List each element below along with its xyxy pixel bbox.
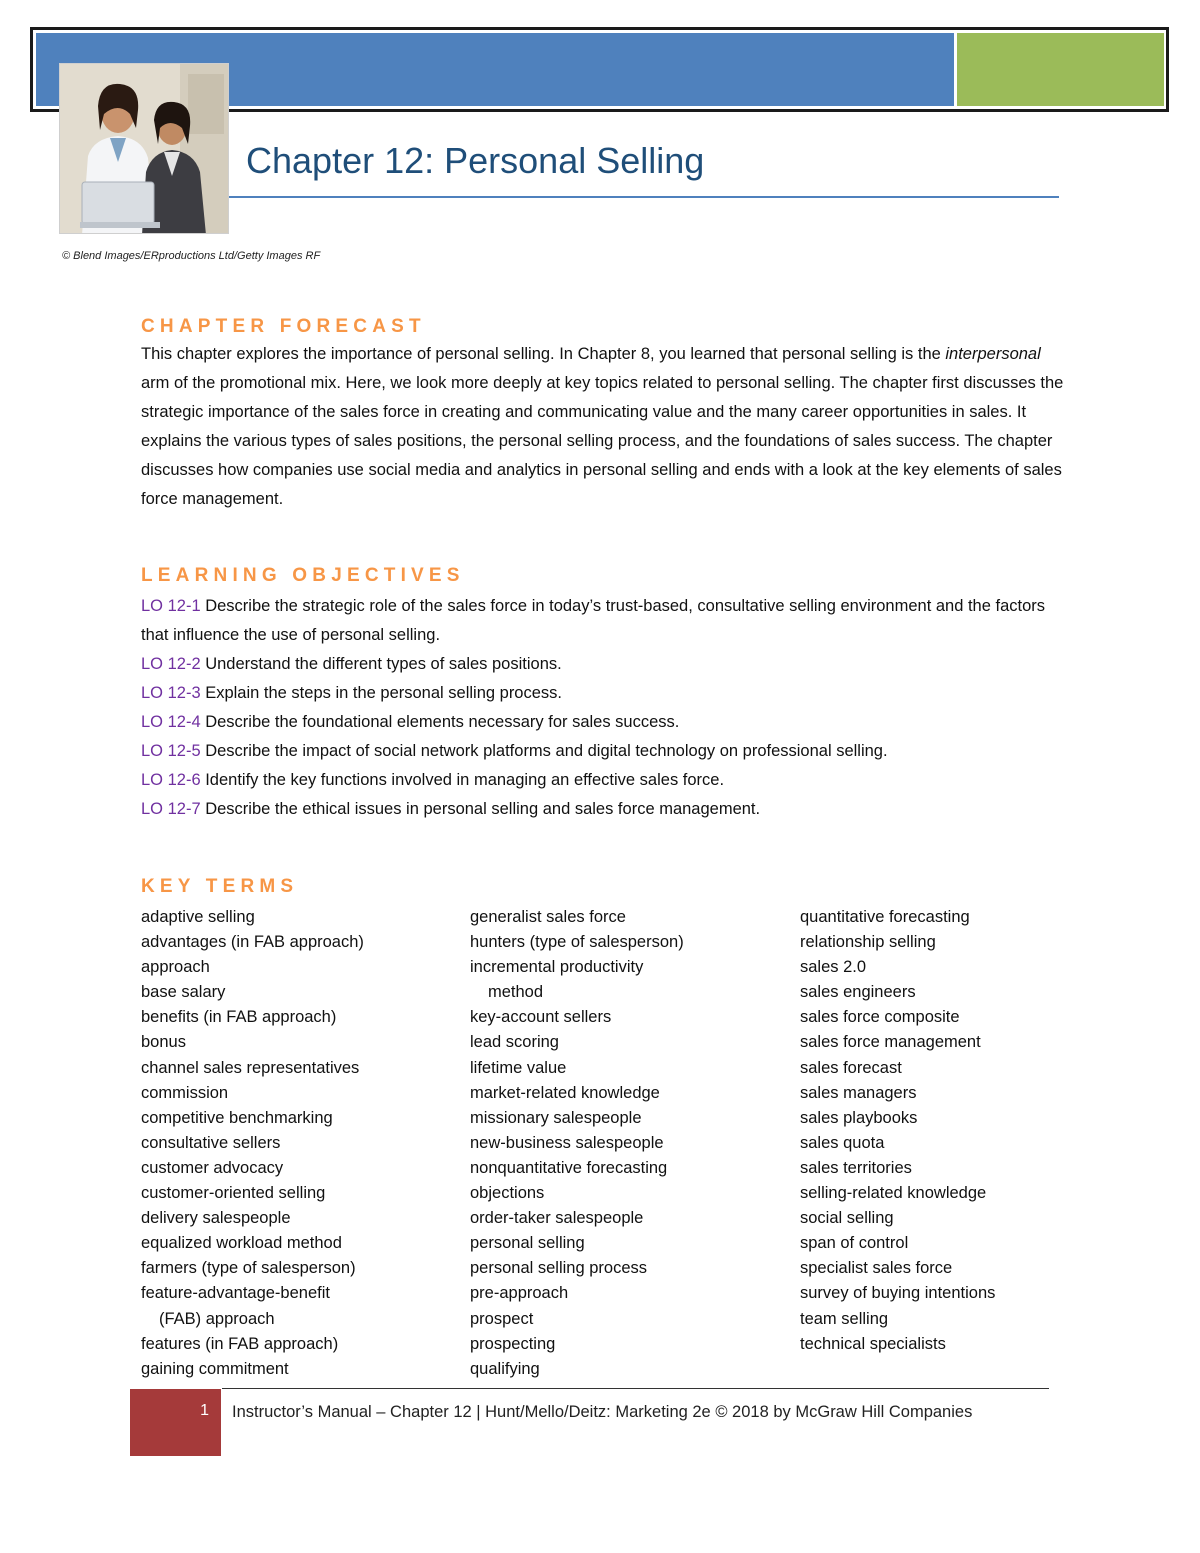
key-term: technical specialists bbox=[800, 1334, 946, 1353]
key-term: equalized workload method bbox=[141, 1234, 342, 1253]
photo-credit: © Blend Images/ERproductions Ltd/Getty Images RF bbox=[62, 250, 321, 262]
objective-text: Describe the foundational elements necessary for sales success. bbox=[200, 713, 680, 731]
chapter-title: Chapter 12: Personal Selling bbox=[246, 140, 705, 181]
chapter-forecast-body bbox=[141, 340, 1071, 514]
key-term: feature-advantage-benefit bbox=[141, 1284, 330, 1303]
key-term-continuation: (FAB) approach bbox=[159, 1309, 275, 1328]
key-term: sales force management bbox=[800, 1033, 981, 1052]
header-band-green bbox=[957, 33, 1164, 106]
key-term: bonus bbox=[141, 1033, 186, 1052]
key-term: base salary bbox=[141, 983, 226, 1002]
objective-code: LO 12-3 bbox=[141, 684, 201, 702]
key-term: hunters (type of salesperson) bbox=[470, 933, 684, 952]
key-term: sales engineers bbox=[800, 983, 916, 1002]
objective-code: LO 12-1 bbox=[141, 597, 201, 615]
page-number-box bbox=[130, 1389, 221, 1456]
objective-item bbox=[141, 592, 1071, 650]
objective-item bbox=[141, 708, 1071, 737]
objective-code: LO 12-5 bbox=[141, 742, 201, 760]
key-term: advantages (in FAB approach) bbox=[141, 933, 364, 952]
objective-code: LO 12-7 bbox=[141, 800, 201, 818]
key-terms-column-3 bbox=[800, 905, 995, 1357]
footer-text: Instructor’s Manual – Chapter 12 | Hunt/Mello/Deitz: Marketing 2e © 2018 by McGraw Hill Companies bbox=[232, 1403, 973, 1421]
objective-item bbox=[141, 795, 1071, 824]
key-term: prospect bbox=[470, 1309, 534, 1328]
key-term: quantitative forecasting bbox=[800, 908, 970, 926]
key-term: objections bbox=[470, 1184, 545, 1203]
footer-rule bbox=[222, 1388, 1049, 1389]
key-term: new-business salespeople bbox=[470, 1133, 664, 1152]
key-term: prospecting bbox=[470, 1334, 556, 1353]
key-term: commission bbox=[141, 1083, 229, 1102]
key-term: sales force composite bbox=[800, 1008, 960, 1027]
objective-text: Describe the strategic role of the sales force in today’s trust-based, consultative selling environment and the factors that influence the use of personal selling. bbox=[141, 597, 1046, 644]
key-term: sales 2.0 bbox=[800, 958, 867, 977]
key-term: social selling bbox=[800, 1209, 894, 1228]
key-term: qualifying bbox=[470, 1359, 540, 1378]
key-term-continuation: method bbox=[488, 983, 544, 1002]
key-term: nonquantitative forecasting bbox=[470, 1158, 668, 1177]
key-terms-column-1 bbox=[141, 905, 364, 1382]
key-term: personal selling process bbox=[470, 1259, 648, 1278]
key-term: incremental productivity bbox=[470, 958, 644, 977]
objective-code: LO 12-6 bbox=[141, 771, 201, 789]
objective-item bbox=[141, 650, 1071, 679]
learning-objectives-list bbox=[141, 592, 1071, 824]
key-term: survey of buying intentions bbox=[800, 1284, 996, 1303]
key-term: farmers (type of salesperson) bbox=[141, 1259, 356, 1278]
key-term: sales managers bbox=[800, 1083, 917, 1102]
objective-code: LO 12-2 bbox=[141, 655, 201, 673]
objective-text: Understand the different types of sales positions. bbox=[200, 655, 562, 673]
key-term: approach bbox=[141, 958, 210, 977]
objective-item bbox=[141, 737, 1071, 766]
key-term: key-account sellers bbox=[470, 1008, 612, 1027]
title-underline bbox=[229, 196, 1059, 198]
key-terms-column-2 bbox=[470, 905, 684, 1382]
key-term: customer advocacy bbox=[141, 1158, 284, 1177]
key-term: lifetime value bbox=[470, 1058, 567, 1077]
key-term: team selling bbox=[800, 1309, 889, 1328]
objective-text: Describe the impact of social network platforms and digital technology on professional selling. bbox=[200, 742, 888, 760]
page-number: 1 bbox=[200, 1402, 209, 1419]
key-term: delivery salespeople bbox=[141, 1209, 291, 1228]
key-terms-heading: KEY TERMS bbox=[141, 876, 299, 897]
chapter-photo bbox=[59, 63, 229, 234]
forecast-text-part-1: This chapter explores the importance of personal selling. In Chapter 8, you learned that personal selling is the bbox=[141, 345, 946, 363]
key-term: sales quota bbox=[800, 1133, 885, 1152]
key-term: generalist sales force bbox=[470, 908, 626, 926]
key-term: relationship selling bbox=[800, 933, 936, 952]
learning-objectives-heading: LEARNING OBJECTIVES bbox=[141, 565, 465, 586]
key-term: lead scoring bbox=[470, 1033, 559, 1052]
key-term: sales territories bbox=[800, 1158, 912, 1177]
key-term: features (in FAB approach) bbox=[141, 1334, 339, 1353]
key-term: personal selling bbox=[470, 1234, 585, 1253]
key-term: missionary salespeople bbox=[470, 1108, 642, 1127]
key-term: consultative sellers bbox=[141, 1133, 281, 1152]
key-term: sales playbooks bbox=[800, 1108, 918, 1127]
forecast-text-italic: interpersonal bbox=[945, 345, 1041, 363]
chapter-forecast-heading: CHAPTER FORECAST bbox=[141, 316, 426, 337]
objective-item bbox=[141, 766, 1071, 795]
key-term: pre-approach bbox=[470, 1284, 569, 1303]
objective-item bbox=[141, 679, 1071, 708]
key-term: competitive benchmarking bbox=[141, 1108, 333, 1127]
key-term: specialist sales force bbox=[800, 1259, 953, 1278]
key-term: channel sales representatives bbox=[141, 1058, 360, 1077]
key-term: order-taker salespeople bbox=[470, 1209, 644, 1228]
key-term: customer-oriented selling bbox=[141, 1184, 326, 1203]
key-term: adaptive selling bbox=[141, 908, 255, 926]
key-term: benefits (in FAB approach) bbox=[141, 1008, 337, 1027]
key-term: selling-related knowledge bbox=[800, 1184, 987, 1203]
objective-text: Describe the ethical issues in personal selling and sales force management. bbox=[200, 800, 761, 818]
objective-text: Explain the steps in the personal selling process. bbox=[200, 684, 562, 702]
key-term: market-related knowledge bbox=[470, 1083, 660, 1102]
key-term: sales forecast bbox=[800, 1058, 902, 1077]
forecast-text-part-2: arm of the promotional mix. Here, we look more deeply at key topics related to personal selling. The chapter first discusses the strategic importance of the sales force in creating and communicating value and the many career opportunities in sales. It explains the various types of sales positions, the personal selling process, and the foundations of sales success. The chapter discusses how companies use social media and analytics in personal selling and ends with a look at the key elements of sales force management. bbox=[141, 374, 1064, 508]
objective-text: Identify the key functions involved in managing an effective sales force. bbox=[200, 771, 725, 789]
key-term: gaining commitment bbox=[141, 1359, 289, 1378]
key-term: span of control bbox=[800, 1234, 909, 1253]
objective-code: LO 12-4 bbox=[141, 713, 201, 731]
